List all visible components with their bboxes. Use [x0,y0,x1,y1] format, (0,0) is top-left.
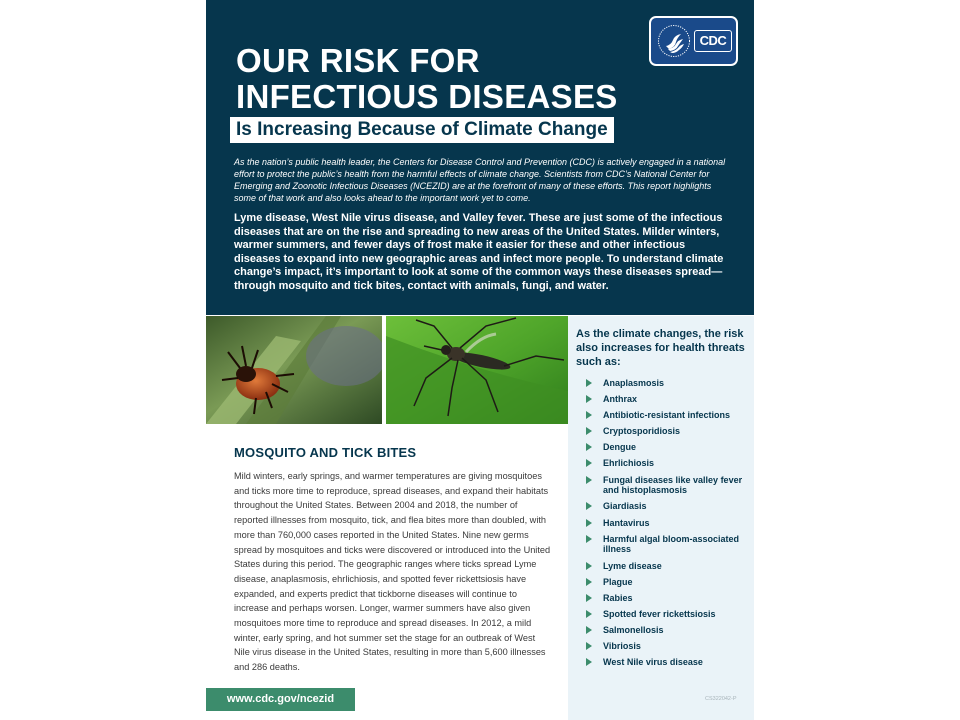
arrow-bullet-icon [586,519,592,527]
list-item: Salmonellosis [586,625,754,636]
title-line-2: INFECTIOUS DISEASES [236,78,618,115]
cdc-logo-text: CDC [694,30,732,52]
arrow-bullet-icon [586,594,592,602]
arrow-bullet-icon [586,610,592,618]
list-item: Harmful algal bloom-associated illness [586,534,754,556]
header-banner [206,0,754,315]
list-item: Anthrax [586,394,754,405]
section-body: Mild winters, early springs, and warmer temperatures are giving mosquitoes and ticks more time to reproduce, spread diseases, and expand their habitats throughout the United States. Between 2004 and 2018, the number of reported illnesses from mosquito, tick, and flea bites more than doubled, with more than 760,000 cases reported in the United States. Nine new germs spread by mosquitoes and ticks were discovered or introduced into the United States during this period. The geographic ranges where ticks spread Lyme disease, anaplasmosis, ehrlichiosis, and spotted fever rickettsiosis have expanded, and experts predict that tickborne diseases will continue to increase and perhaps worsen. Longer, warmer summers have also given mosquitoes more time to reproduce and spread diseases. In 2012, a mild winter, early spring, and hot summer set the stage for an outbreak of West Nile virus disease in the United States, resulting in more than 5,600 illnesses and 286 deaths. [234,471,551,673]
list-item: Anaplasmosis [586,378,754,389]
list-item: Lyme disease [586,561,754,572]
arrow-bullet-icon [586,562,592,570]
arrow-bullet-icon [586,642,592,650]
title-line-1: OUR RISK FOR [236,42,480,79]
document-id: CS322042-P [705,696,737,702]
hhs-eagle-icon [657,24,691,58]
arrow-bullet-icon [586,427,592,435]
fact-sheet-page [206,0,754,720]
arrow-bullet-icon [586,535,592,543]
list-item: Ehrlichiosis [586,458,754,469]
arrow-bullet-icon [586,411,592,419]
website-link[interactable]: www.cdc.gov/ncezid [206,688,355,711]
health-threats-list [586,378,754,673]
list-item: Spotted fever rickettsiosis [586,609,754,620]
subtitle: Is Increasing Because of Climate Change [230,117,614,143]
section-title: MOSQUITO AND TICK BITES [234,445,417,460]
intro-bold-paragraph: Lyme disease, West Nile virus disease, and Valley fever. These are just some of the infectious diseases that are on the rise and spreading to new areas of the United States. Milder winters, warmer summers, and fewer days of frost make it easier for these and other infectious diseases to expand into new geographic areas and infect more people. To understand climate change’s impact, it’s important to look at some of the common ways these diseases spread—through mosquito and tick bites, contact with animals, fungi, and water. [234,212,724,292]
list-item: Dengue [586,442,754,453]
list-item: Cryptosporidiosis [586,426,754,437]
arrow-bullet-icon [586,658,592,666]
arrow-bullet-icon [586,626,592,634]
list-item: Fungal diseases like valley fever and histoplasmosis [586,475,754,497]
health-threats-sidebar [568,316,754,720]
list-item: Hantavirus [586,518,754,529]
list-item: West Nile virus disease [586,657,754,668]
arrow-bullet-icon [586,578,592,586]
arrow-bullet-icon [586,476,592,484]
tick-photo [206,316,382,424]
arrow-bullet-icon [586,443,592,451]
list-item: Giardiasis [586,501,754,512]
intro-italic-paragraph: As the nation’s public health leader, the Centers for Disease Control and Prevention (CDC) is actively engaged in a national effort to protect the public’s health from the harmful effects of climate change. Scientists from CDC’s National Center for Emerging and Zoonotic Infectious Diseases (NCEZID) are at the forefront of many of these efforts. This report highlights some of that work and also looks ahead to the important work yet to come. [234,157,726,203]
list-item: Rabies [586,593,754,604]
list-item: Plague [586,577,754,588]
cdc-logo [649,16,738,66]
sidebar-heading: As the climate changes, the risk also increases for health threats such as: [576,328,745,368]
list-item: Antibiotic-resistant infections [586,410,754,421]
list-item: Vibriosis [586,641,754,652]
arrow-bullet-icon [586,502,592,510]
arrow-bullet-icon [586,459,592,467]
arrow-bullet-icon [586,379,592,387]
mosquito-photo [386,316,568,424]
arrow-bullet-icon [586,395,592,403]
